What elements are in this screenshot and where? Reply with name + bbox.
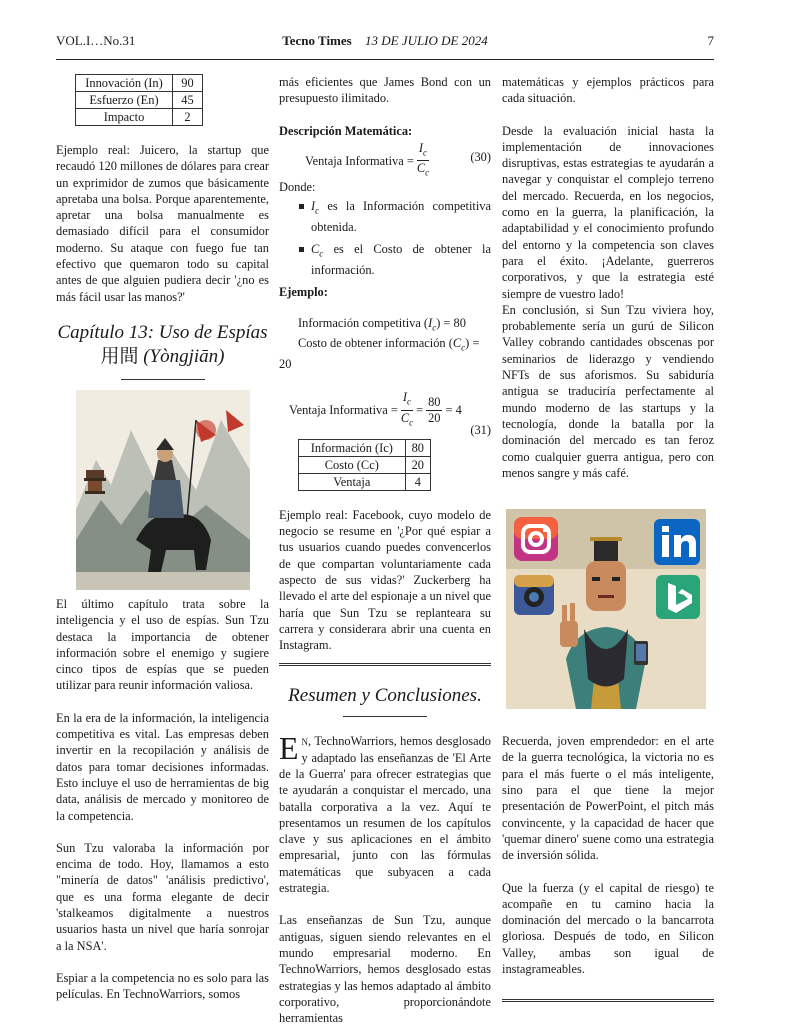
volume-number: VOL.I…No.31 [56,33,136,48]
newspaper-name: Tecno Times [282,33,352,48]
fraction-numerator [417,141,429,161]
masthead [56,33,714,49]
chapter-title-subline [56,345,269,369]
fraction-numerator: $I_c$ [401,390,413,410]
symbol: $I_c$ [311,199,320,216]
camera-app-icon [514,575,554,615]
example-line-1: Información competitiva $(I_c) = 80$ [298,315,466,333]
pixel-art-sun-tzu-social-image [506,509,706,709]
spies-paragraph-4: Espiar a la competencia no es solo para las películas. En TechnoWarriors, somos [56,970,269,1002]
page-header [56,33,714,53]
spies-paragraph-1: El último capítulo trata sobre la inteligencia y el uso de espías. Sun Tzu destaca la importancia de obtener información sobre el enemigo y sugiere cinco tipos de espías que se pueden utilizar para reunir información valiosa. [56,596,269,693]
table-cell: Ventaja [299,473,406,490]
table-cell: Esfuerzo (En) [76,92,173,109]
warrior-ink-painting-image [76,390,250,590]
example-values [279,315,491,336]
chapter-title-cjk: 用間 [100,345,139,367]
table-cell: Información (Ic) [299,439,406,456]
donde-label: Donde: [279,179,316,194]
table-cell: 20 [405,456,430,473]
paragraph-gap [56,954,269,970]
paragraph-gap [279,107,491,123]
instagram-icon [514,517,558,561]
table-row [76,92,203,109]
table-cell: 45 [173,92,203,109]
symbol: C [416,161,426,176]
paragraph-gap [56,824,269,840]
column-1 [56,74,269,1003]
equation-body [289,390,462,430]
table-cell: Innovación (In) [76,75,173,92]
bing-icon [656,575,700,619]
math-heading: Descripción Matemática: [279,123,413,138]
summary-paragraph-2: Las enseñanzas de Sun Tzu, aunque antiguas, siguen siendo relevantes en el mundo empresarial moderno. En TechnoWarriors, hemos desglosado estas estrategias y las hemos adaptado al ámbito corporativo, proporcionándote herramientas [279,913,491,1026]
chapter-title-romanized: (Yòngjiān) [143,345,225,367]
divider [121,379,205,380]
equation-result: = 4 [445,403,462,418]
table-row [76,109,203,126]
fraction-denominator: $C_c$ [400,410,414,428]
variable-list [299,198,491,278]
continuation-paragraph: matemáticas y ejemplos prácticos para cada situación. [502,75,714,106]
spies-paragraph-2: En la era de la información, la inteligencia competitiva es vital. Las empresas deben invertir en la recopilación y análisis de datos para tomar decisiones informadas. Esto incluye el uso de herramientas de big data, análisis de mercado y monitoreo de la competencia. [56,710,269,823]
table-cell: 90 [173,75,203,92]
fraction [401,390,413,430]
equation-lhs: Ventaja Informativa = [305,153,414,168]
divider [343,716,427,717]
small-caps-lead: n, [301,734,312,749]
linkedin-icon [654,519,700,565]
column-3 [502,74,714,1002]
list-item [299,241,491,278]
paragraph-gap [502,107,714,123]
paragraph-gap [56,694,269,710]
equation-lhs: Ventaja Informativa = [289,403,398,418]
fraction-denominator [417,161,429,180]
equation-body [305,141,432,181]
column-2 [279,74,491,1026]
table-cell: 2 [173,109,203,126]
fraction [417,141,429,181]
advantage-table [298,439,431,491]
list-item-text: es la Información competitiva obtenida. [311,199,491,234]
metrics-table [75,74,203,126]
equation-number: (30) [470,149,491,164]
table-cell: Costo (Cc) [299,456,406,473]
symbol: I [418,140,424,155]
continuation-paragraph: más eficientes que James Bond con un presupuesto ilimitado. [279,75,491,106]
juicero-paragraph: Ejemplo real: Juicero, la startup que recaudó 120 millones de dólares para crear un exprimidor de zumos que básicamente apretaba una bolsa. Porque aparentemente, apretar una bolsa manualmente es demasiado difícil para el consumidor moderno. Su ataque con fuego fue tan efectivo que quemaron todo su capital antes de que alguien pudiera decir '¿no es más fácil usar las manos?' [56,143,269,304]
chapter-title-line: Capítulo 13: Uso de Espías [57,321,268,343]
equation-30 [279,139,491,178]
equation-number: (31) [470,423,491,438]
fraction [426,395,442,426]
paragraph-gap [279,896,491,912]
fraction-denominator: 20 [428,410,441,425]
table-row [299,439,431,456]
spies-paragraph-3: Sun Tzu valoraba la información por encima de todo. Hoy, llamamos a esto "minería de datos" 'análisis predictivo', que es una forma elegante de decir 'stalkeamos digitalmente a nuestros usuarios hasta un nivel que haría sonrojar a la NSA'. [56,840,269,953]
issue-date: 13 DE JULIO DE 2024 [364,33,488,48]
page-number: 7 [707,33,714,48]
example-line-2: Costo de obtener información $(C_c)$ = [298,336,480,353]
summary-paragraph-1 [279,730,491,896]
table-row [76,75,203,92]
table-cell: 80 [405,439,430,456]
conclusion-paragraph-1: Desde la evaluación inicial hasta la implementación de innovaciones disruptivas, estas estrategias te ayudarán a navegar y conquistar el complejo terreno del mercado. Recuerda, en los negocios, como en la guerra, la planificación, la adaptabilidad y el conocimiento profundo del entorno y la competencia son claves para el éxito. ¡Adelante, guerreros corporativos, y que la estrategia esté siempre de vuestro lado! [502,123,714,301]
equals-sign: = [416,403,424,418]
table-cell: Impacto [76,109,173,126]
section-title: Resumen y Conclusiones. [288,685,482,707]
conclusion-paragraph-2: En conclusión, si Sun Tzu viviera hoy, probablemente sería un gurú de Silicon Valley cobrando cantidades obscenas por seminarios de liderazgo y vendiendo NFTs de sus aforismos. Su sabiduría antigua se traduciría perfectamente al mundo moderno de las startups y la tecnología, donde la batalla por la dominación del mercado es tan feroz como cualquier guerra antigua, pero con menos sangre y más café. [502,302,714,480]
table-row [299,473,431,490]
table-cell: 4 [405,473,430,490]
symbol: $C_c$ [311,242,324,259]
drop-cap: E [279,730,299,767]
paragraph-gap [502,864,714,880]
chapter-title [56,321,269,369]
equation-31 [279,388,491,428]
table-row [299,456,431,473]
summary-text: TechnoWarriors, hemos desglosado y adaptado las enseñanzas de 'El Arte de la Guerra' para ofrecer estrategias que te ayudarán a conquistar el mercado, una batalla corporativa a la vez. Aquí te presentamos un resumen de los capítulos clave y sus aplicaciones en el ámbito empresarial, junto con las fórmulas matemáticas que subyacen a cada estrategia. [279,734,491,896]
section-rule [279,663,491,666]
example-heading: Ejemplo: [279,285,328,300]
list-item-text: es el Costo de obtener la información. [311,242,491,278]
conclusion-paragraph-4: Que la fuerza (y el capital de riesgo) te acompañe en tu camino hacia la dominación del mercado o la bancarrota gloriosa. Después de todo, en Silicon Valley, ambas son igual de instagrameables. [502,880,714,976]
fraction-numerator: 80 [428,394,441,409]
subscript: c [425,167,430,178]
facebook-paragraph: Ejemplo real: Facebook, cuyo modelo de negocio se resume en '¿Por qué espiar a tus usuarios cuando puedes convencerlos de que compartan voluntariamente cada aspecto de sus vidas?' Zuckerberg ha llevado el arte del espionaje a un nivel que haría que Sun Tzu se replanteara su carrera y considerara abrir una cuenta en Instagram. [279,507,491,653]
list-item [299,198,491,235]
conclusion-paragraph-3: Recuerda, joven emprendedor: en el arte de la guerra tecnológica, la victoria no es para el más fuerte o el más inteligente, sino para el que tiene la mejor presentación de PowerPoint, el pitch más convincente, y la capacidad de hacer que 'quemar dinero' suene como una estrategia de inversión sólida. [502,734,714,863]
section-rule [502,999,714,1002]
example-line-2-value: 20 [279,357,292,372]
header-rule [56,59,714,60]
subscript: c [423,147,428,158]
